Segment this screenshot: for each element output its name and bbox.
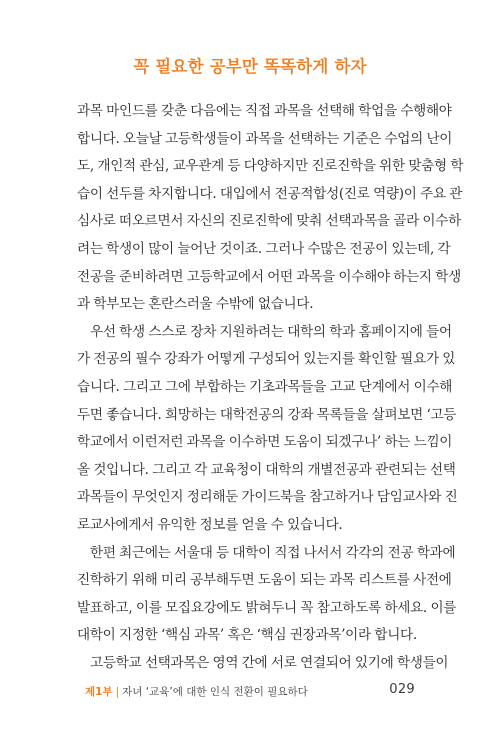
text-line: 진학하기 위해 미리 공부해두면 도움이 되는 과목 리스트를 사전에	[77, 572, 452, 589]
footer-separator: |	[115, 686, 120, 698]
text-line: 발표하고, 이를 모집요강에도 밝혀두니 꼭 참고하도록 하세요. 이를	[77, 599, 457, 616]
text-line: 습이 선두를 차지합니다. 대입에서 전공적합성(진로 역량)이 주요 관	[77, 185, 463, 202]
text-line: 심사로 떠오르면서 자신의 진로진학에 맞춰 선택과목을 골라 이수하	[77, 213, 461, 230]
text-line: 대학이 지정한 ‘핵심 과목’ 혹은 ‘핵심 권장과목’이라 합니다.	[77, 627, 417, 644]
section-title: 꼭 필요한 공부만 똑똑하게 하자	[133, 57, 367, 76]
text-line: 합니다. 오늘날 고등학생들이 과목을 선택하는 기준은 수업의 난이	[77, 130, 453, 147]
text-line: 과목들이 무엇인지 정리해둔 가이드북을 참고하거나 담임교사와 진	[77, 489, 458, 506]
text-line: 올 것입니다. 그리고 각 교육청이 대학의 개별전공과 관련되는 선택	[77, 461, 456, 478]
text-line: 가 전공의 필수 강좌가 어떻게 구성되어 있는지를 확인할 필요가 있	[77, 351, 456, 368]
text-line: 한편 최근에는 서울대 등 대학이 직접 나서서 각각의 전공 학과에	[90, 544, 456, 561]
body-text	[77, 98, 464, 677]
footer-part-label: 제1부	[85, 686, 113, 698]
text-line: 과목 마인드를 갖춘 다음에는 직접 과목을 선택해 학업을 수행해야	[77, 103, 452, 119]
text-line: 과 학부모는 혼란스러울 수밖에 없습니다.	[77, 296, 314, 313]
text-line: 학교에서 이런저런 과목을 이수하면 도움이 되겠구나’ 하는 느낌이	[77, 434, 453, 451]
text-line: 우선 학생 스스로 장차 지원하려는 대학의 학과 홈페이지에 들어	[90, 323, 452, 340]
text-line: 두면 좋습니다. 희망하는 대학전공의 강좌 목록들을 살펴보면 ‘고등	[77, 406, 457, 423]
text-line: 고등학교 선택과목은 영역 간에 서로 연결되어 있기에 학생들이	[90, 654, 449, 671]
text-line: 전공을 준비하려면 고등학교에서 어떤 과목을 이수해야 하는지 학생	[77, 268, 461, 285]
text-line: 도, 개인적 관심, 교우관계 등 다양하지만 진로진학을 위한 맞춤형 학	[77, 158, 464, 175]
text-line: 습니다. 그리고 그에 부합하는 기초과목들을 고교 단계에서 이수해	[77, 378, 453, 395]
text-line: 려는 학생이 많이 늘어난 것이죠. 그러나 수많은 전공이 있는데, 각	[77, 240, 451, 257]
page-footer	[85, 684, 415, 704]
page-number: 029	[389, 682, 415, 697]
footer-chapter-title: 자녀 ‘교육’에 대한 인식 전환이 필요하다	[122, 686, 308, 698]
text-line: 로교사에게서 유익한 정보를 얻을 수 있습니다.	[77, 516, 343, 533]
